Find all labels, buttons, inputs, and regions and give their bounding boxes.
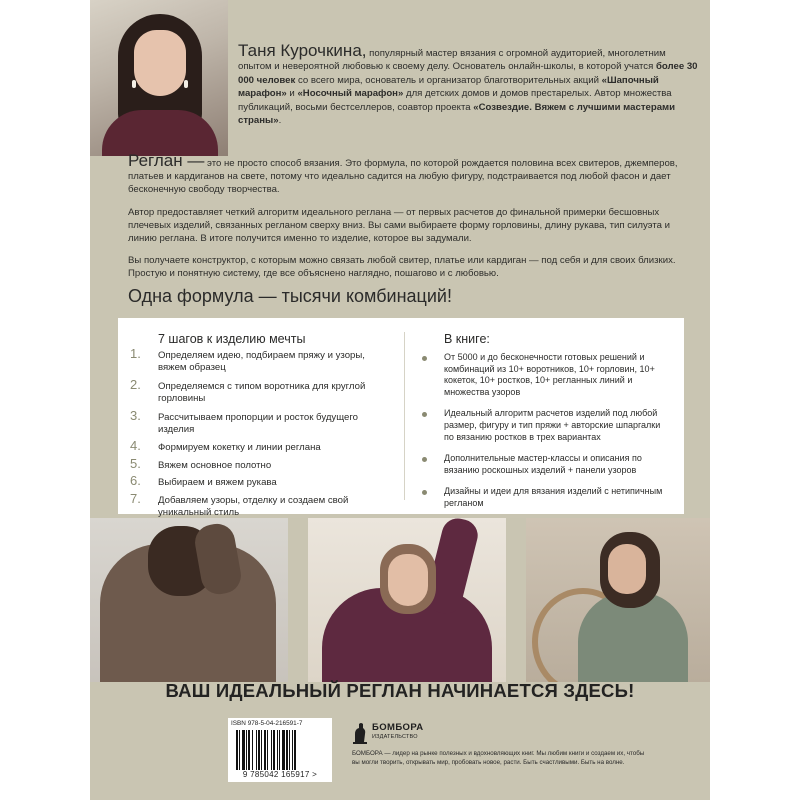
motto-heading: Одна формула — тысячи комбинаций! <box>128 286 452 306</box>
book-contents-list <box>416 352 670 510</box>
barcode-bar <box>279 730 280 770</box>
step-number: 3. <box>130 407 141 423</box>
bullet-dot-icon <box>422 356 427 361</box>
barcode-bar <box>277 730 278 770</box>
steps-title: 7 шагов к изделию мечты <box>158 332 306 346</box>
barcode-digits: 9 785042 165917 > <box>242 770 318 779</box>
description-paragraph: Вы получаете конструктор, с которым можно связать любой свитер, платье или кардиган — под себя и для своих близких. Простую и понятную систему, где все объяснено наглядно, пошагово и с любовью. <box>128 255 676 280</box>
bullet-dot-icon <box>422 457 427 462</box>
barcode-bar <box>282 730 285 770</box>
description-paragraph: Автор предоставляет четкий алгоритм идеального реглана — от первых расчетов до финальной примерки бесшовных плечевых изделий, связанных регланом сверху вниз. Вы сами выбираете форму горловины, длину рукава, тип силуэта и линию реглана. В итоге получится именно то изделие, которое вы задумали. <box>128 206 670 245</box>
book-contents-title: В книге: <box>444 332 490 346</box>
barcode <box>228 718 332 782</box>
author-bio <box>238 41 698 127</box>
barcode-bar <box>236 730 238 770</box>
book-contents-text: Дизайны и идеи для вязания изделий с нетипичным регланом <box>444 486 663 508</box>
step-text: Рассчитываем пропорции и росток будущего изделия <box>158 411 358 436</box>
bio-text: для детских домов и домов престарелых. Автор множества публикаций, восьми бестселлеров, соавтор проекта <box>238 88 672 113</box>
author-photo <box>90 0 228 156</box>
book-contents-item <box>416 352 670 398</box>
step-text: Выбираем и вяжем рукава <box>158 477 277 489</box>
step-item <box>130 490 380 520</box>
info-panel <box>118 318 684 519</box>
step-item <box>130 438 380 454</box>
step-item <box>130 376 380 406</box>
bio-text: популярный мастер вязания с огромной аудиторией, многолетним опытом и невероятной любовью к своему делу. Основатель онлайн-школы, в которой учатся <box>238 48 666 73</box>
bio-text: и <box>286 88 298 100</box>
model-photo-plum-sweater <box>308 518 506 682</box>
back-cover <box>90 0 710 800</box>
barcode-bar <box>258 730 260 770</box>
barcode-bar <box>246 730 247 770</box>
barcode-bar <box>289 730 290 770</box>
description-paragraph: это не просто способ вязания. Это формула, по которой рождается половина всех свитеров, джемперов, платьев и кардиганов на свете, потому что идеально садится на любую фигуру, подстраивается под любой фасон и дает бесконечную свободу творчества. <box>128 158 678 196</box>
book-contents-item <box>416 408 670 443</box>
publisher-logo-icon <box>352 720 368 744</box>
book-contents-item <box>416 486 670 509</box>
earring-left <box>132 80 136 88</box>
barcode-bars <box>236 730 326 770</box>
bullet-dot-icon <box>422 412 427 417</box>
step-number: 1. <box>130 346 141 361</box>
barcode-bar <box>273 730 275 770</box>
bio-highlight: более 30 000 человек <box>238 61 698 86</box>
bio-highlight: «Шапочный марафон» <box>238 74 659 100</box>
step-number: 5. <box>130 455 141 471</box>
barcode-bar <box>248 730 250 770</box>
step-item <box>130 473 380 489</box>
step-number: 2. <box>130 376 141 392</box>
description <box>128 151 688 290</box>
model-photo-green-sweater <box>526 518 710 682</box>
publisher-logo <box>352 718 448 748</box>
step-item <box>130 455 380 472</box>
bio-text: со всего мира, основатель и организатор благотворительных акций <box>295 74 602 86</box>
book-contents-item <box>416 453 670 476</box>
barcode-bar <box>271 730 272 770</box>
bio-highlight: «Созвездие. Вяжем с лучшими мастерами страны» <box>238 101 676 127</box>
step-number: 6. <box>130 473 141 489</box>
book-contents-text: От 5000 и до бесконечности готовых решений и комбинаций из 10+ воротников, 10+ горловин, 10+ кокеток, 10+ ростков, 10+ регланных линий и множества узоров <box>444 352 655 397</box>
author-name: Таня Курочкина, <box>238 41 367 60</box>
book-contents-text: Дополнительные мастер-классы и описания по вязанию роскошных изделий + панели узоров <box>444 453 642 475</box>
barcode-bar <box>294 730 296 770</box>
step-text: Определяемся с типом воротника для круглой горловины <box>158 380 366 405</box>
bullet-dot-icon <box>422 490 427 495</box>
publisher-name: БОМБОРА <box>372 722 424 733</box>
barcode-bar <box>286 730 288 770</box>
lead-word: Реглан — <box>128 151 205 170</box>
publisher-subtitle: ИЗДАТЕЛЬСТВО <box>372 734 418 740</box>
step-number: 7. <box>130 490 141 506</box>
author-sweater <box>102 110 218 156</box>
barcode-bar <box>252 730 253 770</box>
barcode-bar <box>261 730 262 770</box>
model-photo-brown-sweater <box>90 518 288 682</box>
slogan: ВАШ ИДЕАЛЬНЫЙ РЕГЛАН НАЧИНАЕТСЯ ЗДЕСЬ! <box>165 680 635 701</box>
steps-list <box>130 346 380 519</box>
step-item <box>130 407 380 437</box>
step-text: Определяем идею, подбираем пряжу и узоры, вяжем образец <box>158 350 365 374</box>
author-face <box>134 30 186 96</box>
bio-text: . <box>278 115 282 127</box>
step-item <box>130 346 380 375</box>
step-number: 4. <box>130 438 141 454</box>
step-text: Формируем кокетку и линии реглана <box>158 442 321 454</box>
earring-right <box>184 80 188 88</box>
publisher-blurb: БОМБОРА — лидер на рынке полезных и вдохновляющих книг. Мы любим книги и создаем их, чтобы вы могли творить, открывать мир, пробовать новое, расти. Быть счастливыми. Быть на волне. <box>352 750 645 766</box>
barcode-bar <box>292 730 293 770</box>
isbn-text: ISBN 978-5-04-216591-7 <box>231 720 303 727</box>
book-contents-text: Идеальный алгоритм расчетов изделий под любой размер, фигуру и тип пряжи + авторские шпаргалки по вязанию ростков в трех вариантах <box>444 408 661 442</box>
barcode-bar <box>239 730 240 770</box>
panel-divider <box>404 332 405 500</box>
step-text: Добавляем узоры, отделку и создаем свой уникальный стиль <box>158 494 349 519</box>
barcode-bar <box>256 730 257 770</box>
bio-highlight: «Носочный марафон» <box>297 88 404 100</box>
step-text: Вяжем основное полотно <box>158 459 272 471</box>
barcode-bar <box>264 730 266 770</box>
barcode-bar <box>242 730 245 770</box>
barcode-bar <box>267 730 268 770</box>
